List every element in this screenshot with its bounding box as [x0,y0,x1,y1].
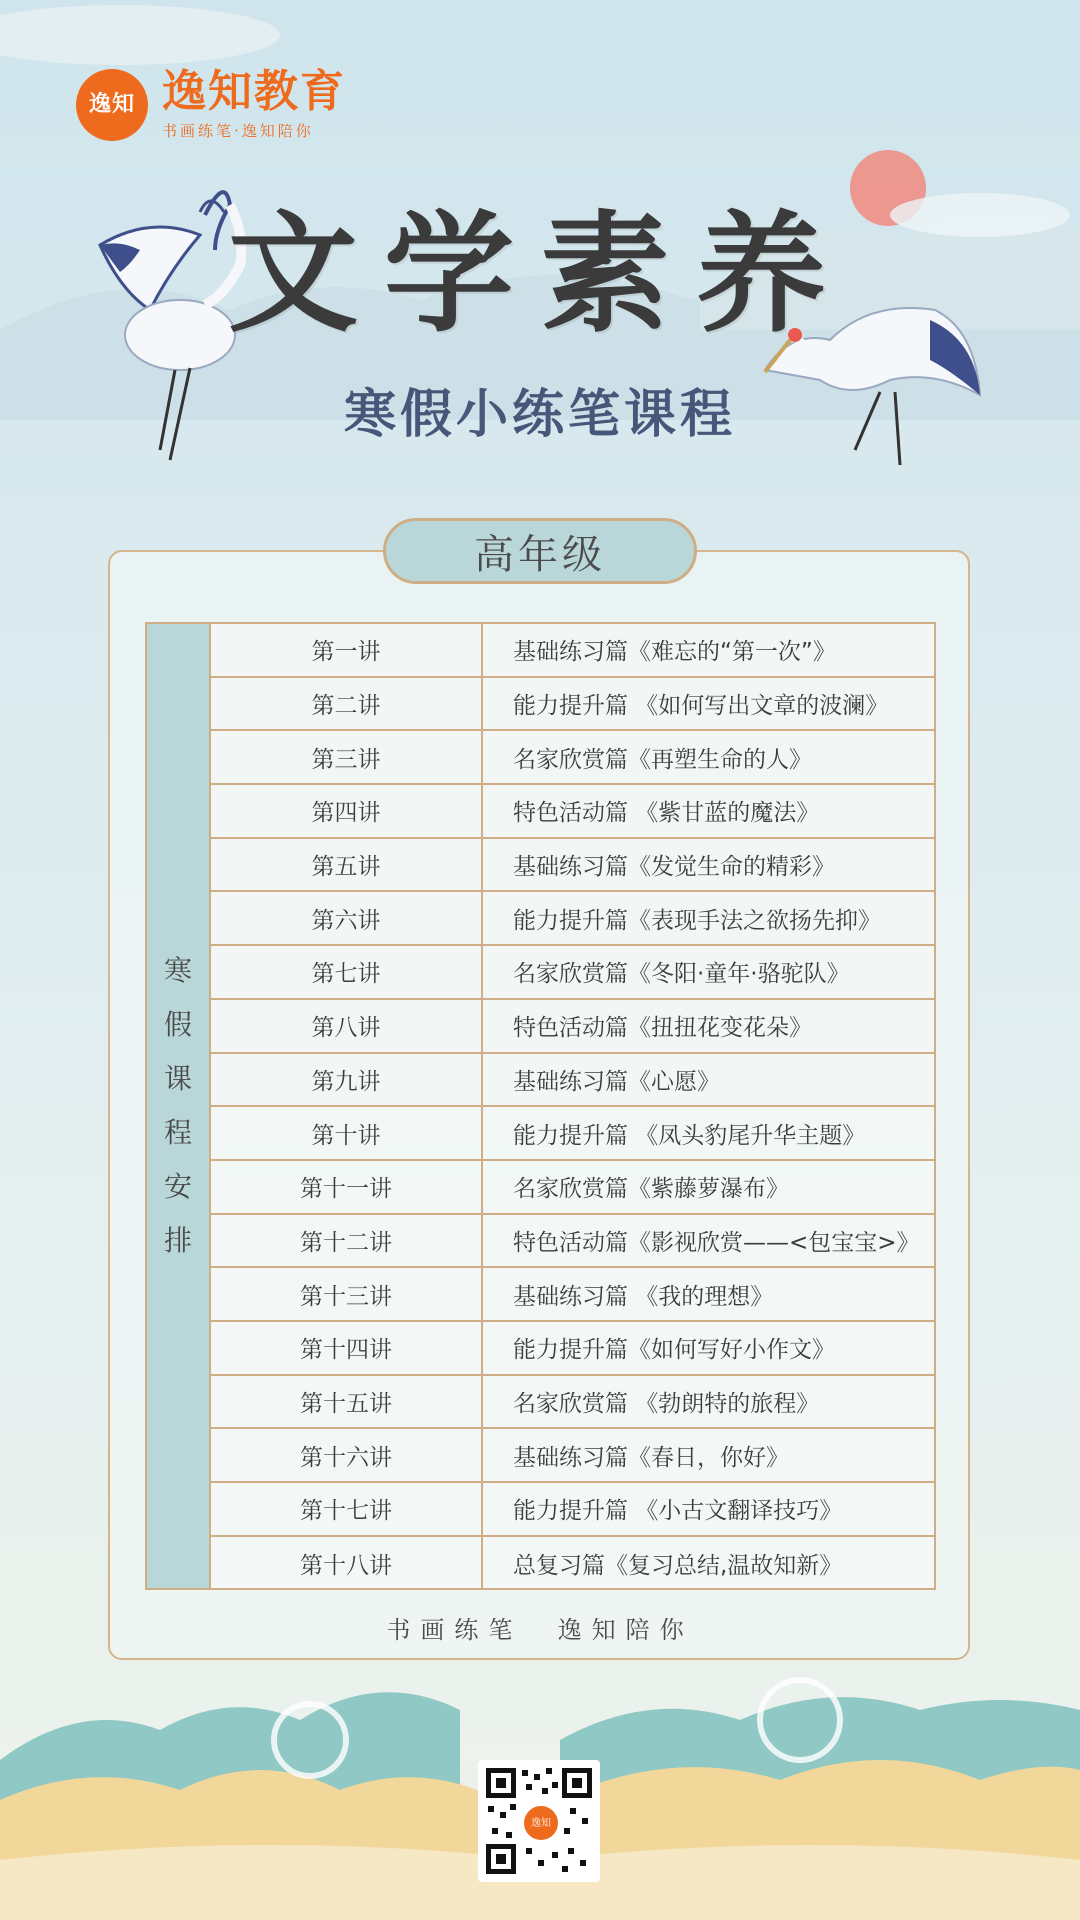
table-row [211,624,934,678]
lecture-number: 第十五讲 [211,1376,483,1428]
page-subtitle: 寒假小练笔课程 [343,385,736,445]
schedule-table [145,622,936,1590]
qr-logo: 逸知 [522,1804,560,1842]
lecture-number: 第十六讲 [211,1429,483,1481]
lecture-title: 基础练习篇《春日，你好》 [513,1444,789,1471]
lecture-number: 第十七讲 [211,1483,483,1535]
schedule-side-label: 寒 假 课 程 安 排 [147,624,211,1588]
lecture-title: 总复习篇《复习总结,温故知新》 [513,1553,843,1580]
lecture-number: 第七讲 [211,946,483,998]
lecture-number: 第十三讲 [211,1268,483,1320]
lecture-title: 特色活动篇《影视欣赏——<包宝宝>》 [513,1229,920,1256]
lecture-title: 能力提升篇《如何写好小作文》 [513,1337,835,1364]
footer-slogan: 书画练笔 逸知陪你 [386,1616,694,1644]
brand-slogan: 书画练笔·逸知陪你 [162,122,314,140]
table-row [211,839,934,893]
brand-name: 逸知教育 [162,66,346,117]
lecture-title: 能力提升篇 《小古文翻译技巧》 [513,1498,843,1525]
table-row [211,785,934,839]
table-row [211,946,934,1000]
lecture-number: 第三讲 [211,731,483,783]
table-row [211,1322,934,1376]
table-row [211,1215,934,1269]
lecture-title: 基础练习篇《心愿》 [513,1068,720,1095]
lecture-title: 能力提升篇《表现手法之欲扬先抑》 [513,907,881,934]
table-row [211,1161,934,1215]
grade-tab: 高年级 [383,518,697,584]
lecture-title: 能力提升篇 《如何写出文章的波澜》 [513,693,889,720]
lecture-title: 基础练习篇 《我的理想》 [513,1283,774,1310]
table-row [211,1429,934,1483]
lecture-title: 名家欣赏篇《冬阳·童年·骆驼队》 [513,961,850,988]
qr-code-icon[interactable] [478,1760,600,1882]
lecture-title: 特色活动篇《扭扭花变花朵》 [513,1015,812,1042]
brand-logo [76,68,346,141]
table-row [211,678,934,732]
lecture-title: 特色活动篇 《紫甘蓝的魔法》 [513,800,820,827]
lecture-number: 第一讲 [211,624,483,676]
lecture-number: 第八讲 [211,1000,483,1052]
table-row [211,892,934,946]
lecture-number: 第十八讲 [211,1537,483,1591]
table-row [211,1537,934,1591]
logo-mark: 逸知 [76,69,148,141]
lecture-number: 第十四讲 [211,1322,483,1374]
table-row [211,1054,934,1108]
lecture-title: 基础练习篇《难忘的“第一次”》 [513,639,836,666]
lecture-number: 第十一讲 [211,1161,483,1213]
lecture-number: 第九讲 [211,1054,483,1106]
lecture-title: 能力提升篇 《凤头豹尾升华主题》 [513,1122,866,1149]
lecture-title: 名家欣赏篇 《勃朗特的旅程》 [513,1390,820,1417]
lecture-title: 基础练习篇《发觉生命的精彩》 [513,854,835,881]
table-row [211,1483,934,1537]
schedule-rows [211,624,934,1588]
lecture-number: 第六讲 [211,892,483,944]
table-row [211,1376,934,1430]
table-row [211,1000,934,1054]
lecture-number: 第十二讲 [211,1215,483,1267]
lecture-number: 第二讲 [211,678,483,730]
lecture-title: 名家欣赏篇《再塑生命的人》 [513,746,812,773]
table-row [211,731,934,785]
page-title: 文学素养 [227,197,852,350]
lecture-number: 第十讲 [211,1107,483,1159]
lecture-number: 第五讲 [211,839,483,891]
table-row [211,1107,934,1161]
lecture-title: 名家欣赏篇《紫藤萝瀑布》 [513,1176,789,1203]
lecture-number: 第四讲 [211,785,483,837]
table-row [211,1268,934,1322]
